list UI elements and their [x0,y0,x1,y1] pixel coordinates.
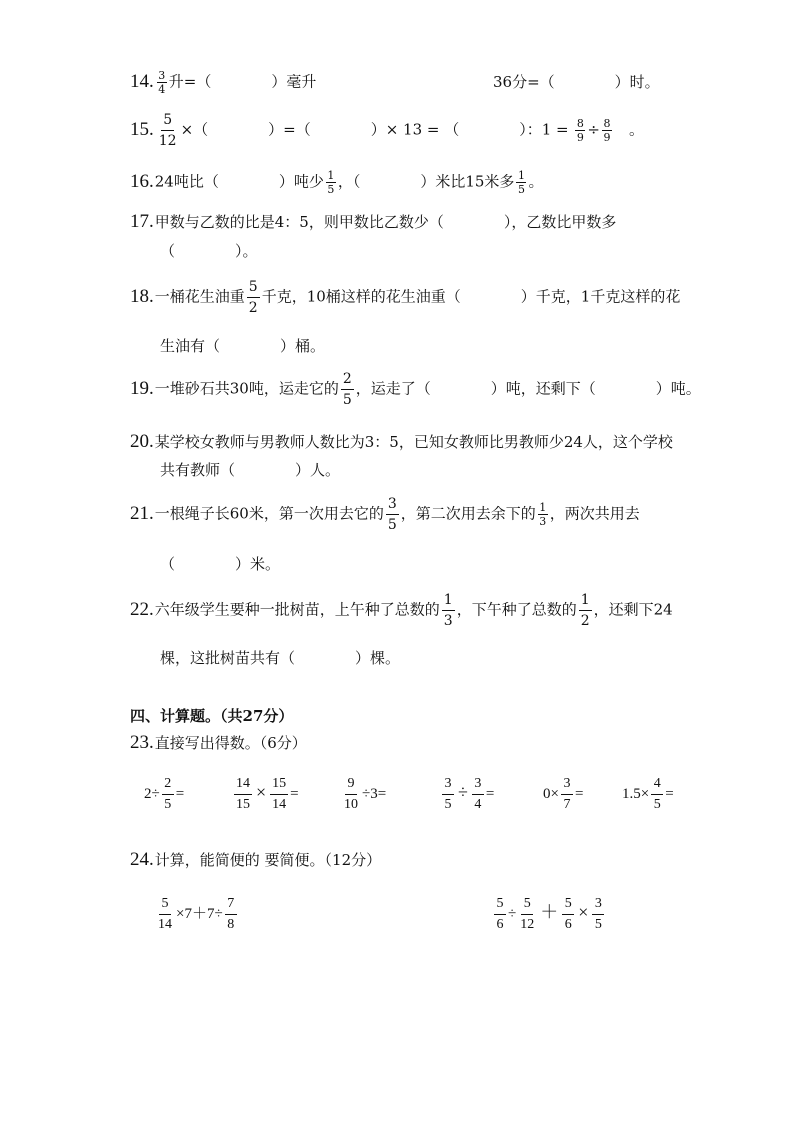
question-19 [130,372,701,407]
question-text: 一根绳子长60米，第一次用去它的 [154,504,384,523]
fraction: $\frac{2}{5}$ [162,777,174,812]
fraction: $\frac{3}{5}$ [592,897,604,932]
question-number: 21. [130,502,154,524]
question-24 [130,850,381,869]
question-text: 六年级学生要种一批树苗，上午种了总数的 [154,600,440,619]
calc-23-3: $\frac{9}{10}$ ÷3= [344,776,387,812]
fraction: $\frac{5}{14}$ [158,896,172,932]
calc-24-1: $\frac{5}{14}$ ×7＋7÷ $\frac{7}{8}$ [154,897,239,932]
fraction: $\frac{15}{14}$ [272,776,287,812]
question-number: 24. [130,849,154,870]
question-14-part2: 36分=（ ）时。 [493,73,660,91]
fraction: $\frac{1}{5}$ [517,169,525,196]
question-21-line2: （ ）米。 [160,555,281,573]
question-text: 计算，能简便的 要简便。（12分） [154,851,382,869]
question-20 [130,432,673,451]
question-text: ，（ ）米比15米多 [337,172,515,191]
section-heading: 四、计算题。（共27分） [130,707,294,725]
question-number: 19. [130,377,154,399]
question-text: ，两次共用去 [549,504,640,523]
fraction: $\frac{2}{5}$ [342,371,352,408]
question-number: 20. [130,431,154,452]
fraction: $\frac{3}{5}$ [387,496,397,533]
fraction: $\frac{5}{12}$ [158,112,177,149]
question-text: 甲数与乙数的比是4：5，则甲数比乙数少（ ），乙数比甲数多 [154,213,617,231]
fraction: $\frac{3}{5}$ [442,777,454,812]
divide-sign: ÷ [587,120,600,139]
question-number: 14. [130,70,154,92]
question-14 [130,70,316,95]
fraction: $\frac{4}{5}$ [651,777,663,812]
calc-23-5: 0× $\frac{3}{7}$ = [543,776,584,812]
question-text: 升=（ ）毫升 [168,72,317,91]
fraction: $\frac{1}{2}$ [580,592,590,629]
question-text: ，还剩下24 [593,600,673,619]
question-number: 22. [130,598,154,620]
fraction: $\frac{5}{12}$ [520,896,535,932]
question-number: 18. [130,285,154,307]
question-16 [130,170,543,195]
fraction: $\frac{8}{9}$ [576,117,584,144]
calc-23-4: $\frac{3}{5}$ ÷ $\frac{3}{4}$ = [440,777,494,812]
fraction: $\frac{14}{15}$ [236,776,250,812]
question-text: 千克，10桶这样的花生油重（ ）千克，1千克这样的花 [261,287,681,306]
calc-23-2: $\frac{14}{15}$ × $\frac{15}{14}$ = [236,776,299,812]
fraction: $\frac{3}{7}$ [561,777,573,812]
fraction: $\frac{1}{3}$ [443,592,453,629]
question-18-line2: 生油有（ ）桶。 [160,337,326,355]
calc-24-2: $\frac{5}{6}$ ÷ $\frac{5}{12}$ ＋ $\frac{5}{6}$ × $\frac{3}{5}$ [492,897,606,932]
question-text: ，下午种了总数的 [456,600,577,619]
fraction: $\frac{5}{6}$ [562,897,574,932]
fraction: $\frac{5}{6}$ [494,897,506,932]
calc-23-6: 1.5× $\frac{4}{5}$ = [622,776,674,812]
fraction: $\frac{8}{9}$ [603,117,611,144]
fraction: $\frac{3}{4}$ [158,69,166,96]
fraction: $\frac{9}{10}$ [344,776,358,812]
fraction: $\frac{1}{3}$ [539,501,547,528]
question-22-line2: 棵，这批树苗共有（ ）棵。 [160,649,401,667]
fraction: $\frac{1}{5}$ [327,169,335,196]
question-number: 15. [130,118,154,140]
question-number: 16. [130,170,154,192]
calc-23-1: 2÷ $\frac{2}{5}$ = [144,776,185,812]
question-20-line2: 共有教师（ ）人。 [160,461,341,479]
question-17 [130,212,616,231]
question-23 [130,733,307,752]
question-text: ，运走了（ ）吨，还剩下（ ）吨。 [355,379,701,398]
question-15 [130,113,644,148]
question-number: 23. [130,732,154,753]
question-text: 一桶花生油重 [154,287,245,306]
question-22 [130,593,673,628]
question-17-line2: （ ）。 [160,242,258,260]
question-18 [130,280,680,315]
question-text: 。 [613,120,644,139]
fraction: $\frac{5}{2}$ [248,279,258,316]
fraction: $\frac{3}{4}$ [472,777,484,812]
question-number: 17. [130,211,154,232]
question-text: 24吨比（ ）吨少 [154,172,324,191]
question-text: ×（ ）=（ ）× 13 = （ ）：1 = [180,120,574,139]
question-text: 一堆砂石共30吨，运走它的 [154,379,339,398]
question-text: 某学校女教师与男教师人数比为3：5，已知女教师比男教师少24人，这个学校 [154,433,673,451]
question-text: 直接写出得数。（6分） [154,734,307,752]
question-text: 。 [528,172,544,191]
fraction: $\frac{7}{8}$ [225,897,237,932]
question-text: ，第二次用去余下的 [400,504,536,523]
question-21 [130,497,640,532]
